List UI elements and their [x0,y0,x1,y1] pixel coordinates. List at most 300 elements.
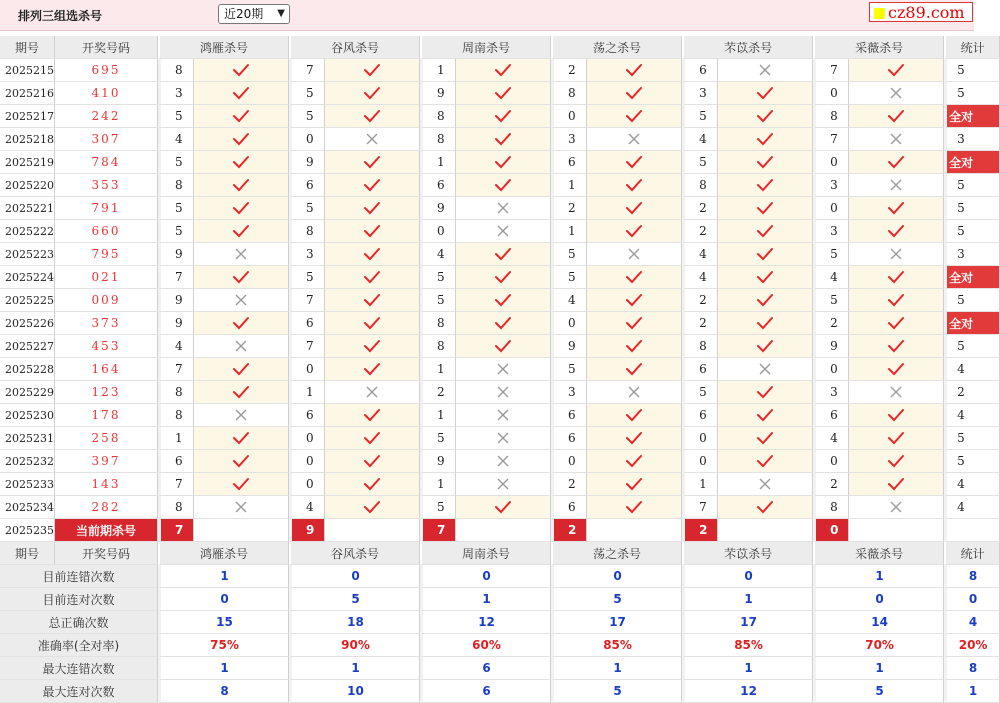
check-icon [456,105,551,128]
cross-icon [194,289,289,312]
kill-number-cell: 0 [813,358,849,381]
kill-number-cell: 9 [158,243,194,266]
kill-number-cell: 5 [420,289,456,312]
chevron-down-icon: ▼ [277,8,285,19]
check-icon [325,82,420,105]
draw-number-cell: 397 [55,450,158,473]
cross-icon [718,473,813,496]
col-header-repeat-expert-1: 谷风杀号 [289,542,420,565]
kill-number-cell: 8 [158,404,194,427]
period-cell: 2025229 [0,381,55,404]
check-icon [849,197,944,220]
kill-number-cell: 9 [289,151,325,174]
kill-number-cell: 8 [813,105,849,128]
cross-icon [325,381,420,404]
kill-number-cell: 5 [289,197,325,220]
period-cell: 2025224 [0,266,55,289]
summary-value: 85% [682,634,813,657]
period-cell: 2025233 [0,473,55,496]
summary-value: 0 [682,565,813,588]
period-select-value: 近20期 [224,7,264,21]
check-icon [718,404,813,427]
summary-value: 15 [158,611,289,634]
stat-cell: 全对 [944,151,1000,174]
current-period-row [0,519,1000,542]
cross-icon [456,220,551,243]
check-icon [194,381,289,404]
check-icon [587,266,682,289]
kill-number-cell: 9 [813,335,849,358]
check-icon [718,450,813,473]
kill-number-cell: 3 [551,381,587,404]
kill-number-cell: 5 [551,358,587,381]
cross-icon [587,381,682,404]
period-cell: 2025230 [0,404,55,427]
kill-number-cell: 9 [420,450,456,473]
summary-value: 10 [289,680,420,703]
current-kill-number: 7 [158,519,194,542]
kill-number-cell: 8 [420,312,456,335]
stat-cell: 全对 [944,105,1000,128]
col-header-expert-4: 芣苡杀号 [682,36,813,59]
kill-number-cell: 9 [420,197,456,220]
check-icon [587,404,682,427]
table-row [0,82,1000,105]
current-kill-empty [194,519,289,542]
summary-value: 6 [420,657,551,680]
table-row [0,358,1000,381]
period-cell: 2025226 [0,312,55,335]
kill-number-cell: 5 [813,289,849,312]
table-row [0,174,1000,197]
check-icon [587,220,682,243]
kill-number-cell: 8 [158,174,194,197]
kill-number-cell: 5 [289,105,325,128]
kill-number-cell: 2 [682,220,718,243]
summary-value: 17 [682,611,813,634]
kill-number-cell: 4 [813,266,849,289]
stat-cell: 全对 [944,312,1000,335]
kill-number-cell: 1 [551,174,587,197]
summary-value: 5 [289,588,420,611]
check-icon [194,358,289,381]
period-cell: 2025231 [0,427,55,450]
summary-stat: 4 [944,611,1000,634]
col-header-repeat-number: 开奖号码 [55,542,158,565]
kill-number-cell: 6 [682,358,718,381]
kill-number-cell: 5 [158,197,194,220]
check-icon [194,450,289,473]
stat-cell: 2 [944,381,1000,404]
check-icon [718,266,813,289]
kill-number-cell: 6 [158,450,194,473]
kill-number-cell: 6 [682,59,718,82]
summary-stat: 0 [944,588,1000,611]
stat-cell: 5 [944,450,1000,473]
summary-label: 目前连对次数 [0,588,158,611]
summary-value: 70% [813,634,944,657]
table-row [0,496,1000,519]
kill-number-cell: 4 [813,427,849,450]
check-icon [718,128,813,151]
check-icon [194,427,289,450]
summary-value: 17 [551,611,682,634]
kill-number-cell: 5 [420,427,456,450]
draw-number-cell: 660 [55,220,158,243]
summary-label: 最大连对次数 [0,680,158,703]
check-icon [587,358,682,381]
kill-number-cell: 0 [551,105,587,128]
kill-number-cell: 6 [289,312,325,335]
kill-number-cell: 2 [551,473,587,496]
kill-number-cell: 5 [551,243,587,266]
check-icon [587,82,682,105]
check-icon [325,404,420,427]
check-icon [849,266,944,289]
check-icon [718,82,813,105]
summary-value: 6 [420,680,551,703]
stat-cell: 5 [944,220,1000,243]
table-header [0,36,1000,59]
check-icon [325,220,420,243]
table-row [0,450,1000,473]
stat-cell: 5 [944,82,1000,105]
check-icon [718,381,813,404]
kill-number-cell: 8 [682,174,718,197]
summary-row [0,611,1000,634]
draw-number-cell: 791 [55,197,158,220]
period-cell: 2025223 [0,243,55,266]
check-icon [849,220,944,243]
summary-label: 目前连错次数 [0,565,158,588]
check-icon [456,289,551,312]
period-cell: 2025227 [0,335,55,358]
kill-number-cell: 1 [420,59,456,82]
check-icon [456,335,551,358]
col-header-expert-2: 周南杀号 [420,36,551,59]
check-icon [325,243,420,266]
table-row [0,59,1000,82]
table-header-repeat [0,542,1000,565]
col-header-repeat-stat: 统计 [944,542,1000,565]
draw-number-cell: 307 [55,128,158,151]
check-icon [325,450,420,473]
kill-number-cell: 6 [682,404,718,427]
draw-number-cell: 410 [55,82,158,105]
summary-label: 最大连错次数 [0,657,158,680]
check-icon [849,105,944,128]
check-icon [587,473,682,496]
current-kill-number: 2 [682,519,718,542]
check-icon [718,312,813,335]
kill-number-cell: 1 [158,427,194,450]
table-row [0,335,1000,358]
period-select[interactable] [218,4,290,24]
kill-number-cell: 3 [813,174,849,197]
kill-number-cell: 8 [420,105,456,128]
kill-number-cell: 0 [813,450,849,473]
col-header-repeat-expert-2: 周南杀号 [420,542,551,565]
current-stat-empty [944,519,1000,542]
check-icon [587,450,682,473]
draw-number-cell: 009 [55,289,158,312]
summary-value: 1 [813,657,944,680]
stat-cell: 5 [944,174,1000,197]
check-icon [456,151,551,174]
period-cell: 2025221 [0,197,55,220]
kill-number-cell: 6 [551,496,587,519]
kill-number-cell: 6 [551,427,587,450]
kill-number-cell: 4 [289,496,325,519]
period-cell: 2025234 [0,496,55,519]
stat-cell: 5 [944,289,1000,312]
check-icon [718,105,813,128]
check-icon [718,289,813,312]
kill-number-cell: 5 [682,381,718,404]
kill-number-table-wrap [0,36,988,703]
current-kill-empty [849,519,944,542]
period-cell: 2025216 [0,82,55,105]
summary-row [0,565,1000,588]
table-row [0,151,1000,174]
cross-icon [849,381,944,404]
kill-number-cell: 0 [682,427,718,450]
table-row [0,128,1000,151]
check-icon [587,197,682,220]
check-icon [849,335,944,358]
period-cell: 2025218 [0,128,55,151]
draw-number-cell: 178 [55,404,158,427]
period-cell: 2025225 [0,289,55,312]
check-icon [456,128,551,151]
kill-number-cell: 8 [813,496,849,519]
cross-icon [456,381,551,404]
kill-number-cell: 9 [158,289,194,312]
current-kill-number: 0 [813,519,849,542]
summary-value: 90% [289,634,420,657]
cross-icon [849,82,944,105]
cross-icon [456,450,551,473]
check-icon [325,59,420,82]
check-icon [325,335,420,358]
check-icon [849,289,944,312]
kill-number-cell: 7 [289,335,325,358]
kill-number-cell: 4 [682,243,718,266]
table-row [0,243,1000,266]
cross-icon [849,128,944,151]
draw-number-cell: 353 [55,174,158,197]
check-icon [194,128,289,151]
kill-number-cell: 6 [813,404,849,427]
draw-number-cell: 282 [55,496,158,519]
check-icon [194,220,289,243]
check-icon [194,151,289,174]
cross-icon [849,174,944,197]
current-kill-empty [718,519,813,542]
check-icon [849,473,944,496]
kill-number-cell: 3 [158,82,194,105]
check-icon [194,312,289,335]
kill-number-table [0,36,1000,703]
kill-number-cell: 1 [682,473,718,496]
summary-value: 0 [289,565,420,588]
draw-number-cell: 258 [55,427,158,450]
current-kill-empty [587,519,682,542]
kill-number-cell: 7 [289,59,325,82]
kill-number-cell: 5 [682,105,718,128]
site-logo[interactable] [869,2,973,22]
kill-number-cell: 5 [289,266,325,289]
col-header-expert-0: 鸿雁杀号 [158,36,289,59]
check-icon [194,266,289,289]
check-icon [587,312,682,335]
check-icon [456,243,551,266]
check-icon [718,427,813,450]
stat-cell: 5 [944,427,1000,450]
kill-number-cell: 4 [420,243,456,266]
summary-value: 1 [158,657,289,680]
kill-number-cell: 9 [158,312,194,335]
kill-number-cell: 8 [551,82,587,105]
kill-number-cell: 2 [682,289,718,312]
check-icon [325,174,420,197]
period-cell: 2025220 [0,174,55,197]
summary-value: 85% [551,634,682,657]
kill-number-cell: 6 [551,151,587,174]
check-icon [194,105,289,128]
check-icon [718,496,813,519]
period-cell: 2025232 [0,450,55,473]
col-header-stat: 统计 [944,36,1000,59]
cross-icon [456,427,551,450]
kill-number-cell: 2 [551,59,587,82]
col-header-repeat-expert-5: 采薇杀号 [813,542,944,565]
summary-value: 5 [551,588,682,611]
kill-number-cell: 0 [420,220,456,243]
kill-number-cell: 0 [289,450,325,473]
table-row [0,381,1000,404]
stat-cell: 3 [944,128,1000,151]
kill-number-cell: 2 [420,381,456,404]
check-icon [718,151,813,174]
cross-icon [587,128,682,151]
check-icon [456,496,551,519]
summary-value: 0 [420,565,551,588]
kill-number-cell: 8 [682,335,718,358]
kill-number-cell: 5 [551,266,587,289]
top-bar [0,0,974,31]
kill-number-cell: 0 [289,128,325,151]
kill-number-cell: 5 [420,266,456,289]
draw-number-cell: 164 [55,358,158,381]
kill-number-cell: 8 [158,496,194,519]
check-icon [718,335,813,358]
summary-label: 总正确次数 [0,611,158,634]
check-icon [325,473,420,496]
check-icon [194,82,289,105]
cross-icon [194,404,289,427]
kill-number-cell: 1 [420,473,456,496]
check-icon [456,59,551,82]
summary-value: 18 [289,611,420,634]
summary-value: 1 [420,588,551,611]
summary-value: 60% [420,634,551,657]
kill-number-cell: 0 [813,151,849,174]
kill-number-cell: 3 [551,128,587,151]
kill-number-cell: 5 [682,151,718,174]
summary-value: 5 [551,680,682,703]
summary-stat: 8 [944,657,1000,680]
current-kill-empty [325,519,420,542]
check-icon [194,473,289,496]
cross-icon [325,128,420,151]
summary-value: 1 [813,565,944,588]
check-icon [718,243,813,266]
summary-value: 12 [420,611,551,634]
table-row [0,289,1000,312]
cross-icon [456,358,551,381]
draw-number-cell: 021 [55,266,158,289]
current-period-cell: 2025235 [0,519,55,542]
kill-number-cell: 3 [682,82,718,105]
check-icon [849,450,944,473]
col-header-repeat-period: 期号 [0,542,55,565]
cross-icon [194,243,289,266]
check-icon [587,496,682,519]
check-icon [325,266,420,289]
table-row [0,312,1000,335]
check-icon [849,151,944,174]
cross-icon [718,358,813,381]
kill-number-cell: 1 [289,381,325,404]
period-cell: 2025217 [0,105,55,128]
current-kill-number: 7 [420,519,456,542]
col-header-expert-5: 采薇杀号 [813,36,944,59]
period-cell: 2025222 [0,220,55,243]
kill-number-cell: 9 [420,82,456,105]
page-title: 排列三组选杀号 [18,9,103,23]
summary-value: 8 [158,680,289,703]
kill-number-cell: 5 [813,243,849,266]
kill-number-cell: 7 [158,266,194,289]
check-icon [718,197,813,220]
kill-number-cell: 2 [551,197,587,220]
check-icon [325,358,420,381]
check-icon [456,174,551,197]
kill-number-cell: 4 [158,128,194,151]
cross-icon [849,496,944,519]
summary-value: 1 [682,588,813,611]
kill-number-cell: 2 [682,197,718,220]
check-icon [194,174,289,197]
stat-cell: 4 [944,473,1000,496]
stat-cell: 全对 [944,266,1000,289]
col-header-period: 期号 [0,36,55,59]
summary-stat: 8 [944,565,1000,588]
kill-number-cell: 1 [420,404,456,427]
check-icon [456,266,551,289]
check-icon [325,496,420,519]
cross-icon [587,243,682,266]
check-icon [325,312,420,335]
summary-row [0,680,1000,703]
summary-row [0,588,1000,611]
summary-row [0,657,1000,680]
draw-number-cell: 123 [55,381,158,404]
summary-value: 0 [158,588,289,611]
summary-value: 5 [813,680,944,703]
kill-number-cell: 7 [158,473,194,496]
